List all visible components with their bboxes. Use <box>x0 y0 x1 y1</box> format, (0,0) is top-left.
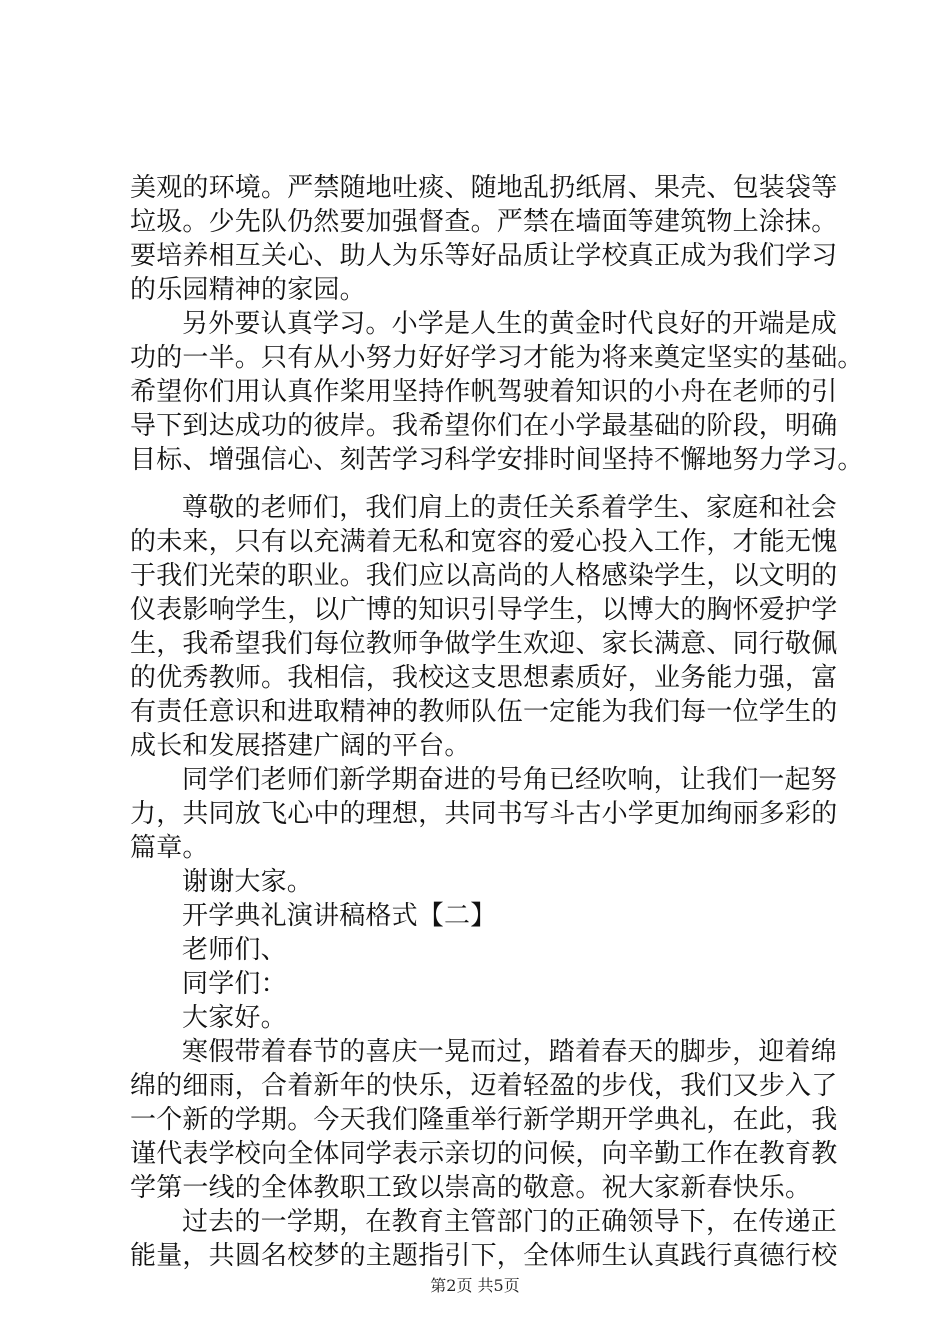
paragraph-3-line-1: 尊敬的老师们，我们肩上的责任关系着学生、家庭和社会 <box>182 493 838 523</box>
paragraph-4-line-1: 同学们老师们新学期奋进的号角已经吹响，让我们一起努 <box>182 765 838 795</box>
paragraph-5-line-3: 一个新的学期。今天我们隆重举行新学期开学典礼，在此，我 <box>130 1105 838 1135</box>
paragraph-5-line-1: 寒假带着春节的喜庆一晃而过，踏着春天的脚步，迎着绵 <box>182 1037 838 1067</box>
paragraph-4-line-3: 篇章。 <box>130 833 209 863</box>
paragraph-2-line-2: 功的一半。只有从小努力好好学习才能为将来奠定坚实的基础。 <box>130 343 864 373</box>
paragraph-3-line-4: 仪表影响学生，以广博的知识引导学生，以博大的胸怀爱护学 <box>130 595 838 625</box>
paragraph-3-line-7: 有责任意识和进取精神的教师队伍一定能为我们每一位学生的 <box>130 697 838 727</box>
paragraph-1-line-4: 的乐园精神的家园。 <box>130 275 366 305</box>
thanks-line: 谢谢大家。 <box>182 867 314 897</box>
paragraph-2-line-3: 希望你们用认真作桨用坚持作帆驾驶着知识的小舟在老师的引 <box>130 377 838 407</box>
paragraph-6-line-1: 过去的一学期，在教育主管部门的正确领导下，在传递正 <box>182 1207 838 1237</box>
paragraph-5-line-2: 绵的细雨，合着新年的快乐，迈着轻盈的步伐，我们又步入了 <box>130 1071 838 1101</box>
section-title: 开学典礼演讲稿格式【二】 <box>182 901 497 931</box>
paragraph-1-line-2: 垃圾。少先队仍然要加强督查。严禁在墙面等建筑物上涂抹。 <box>130 207 838 237</box>
paragraph-3-line-3: 于我们光荣的职业。我们应以高尚的人格感染学生，以文明的 <box>130 561 838 591</box>
greeting-teachers: 老师们、 <box>182 935 287 965</box>
paragraph-2-line-1: 另外要认真学习。小学是人生的黄金时代良好的开端是成 <box>182 309 838 339</box>
paragraph-6-line-2: 能量，共圆名校梦的主题指引下，全体师生认真践行真德行校 <box>130 1241 838 1271</box>
greeting-hello: 大家好。 <box>182 1003 287 1033</box>
paragraph-3-line-6: 的优秀教师。我相信，我校这支思想素质好，业务能力强，富 <box>130 663 838 693</box>
paragraph-3-line-8: 成长和发展搭建广阔的平台。 <box>130 731 471 761</box>
paragraph-5-line-5: 学第一线的全体教职工致以崇高的敬意。祝大家新春快乐。 <box>130 1173 812 1203</box>
paragraph-5-line-4: 谨代表学校向全体同学表示亲切的问候，向辛勤工作在教育教 <box>130 1139 838 1169</box>
paragraph-1-line-3: 要培养相互关心、助人为乐等好品质让学校真正成为我们学习 <box>130 241 838 271</box>
paragraph-3-line-5: 生，我希望我们每位教师争做学生欢迎、家长满意、同行敬佩 <box>130 629 838 659</box>
page-indicator: 第2页 共5页 <box>430 1276 520 1295</box>
paragraph-2-line-5: 目标、增强信心、刻苦学习科学安排时间坚持不懈地努力学习。 <box>130 445 864 475</box>
paragraph-1-line-1: 美观的环境。严禁随地吐痰、随地乱扔纸屑、果壳、包装袋等 <box>130 173 838 203</box>
paragraph-2-line-4: 导下到达成功的彼岸。我希望你们在小学最基础的阶段，明确 <box>130 411 838 441</box>
paragraph-3-line-2: 的未来，只有以充满着无私和宽容的爱心投入工作，才能无愧 <box>130 527 838 557</box>
greeting-students: 同学们： <box>182 969 287 999</box>
paragraph-4-line-2: 力，共同放飞心中的理想，共同书写斗古小学更加绚丽多彩的 <box>130 799 838 829</box>
